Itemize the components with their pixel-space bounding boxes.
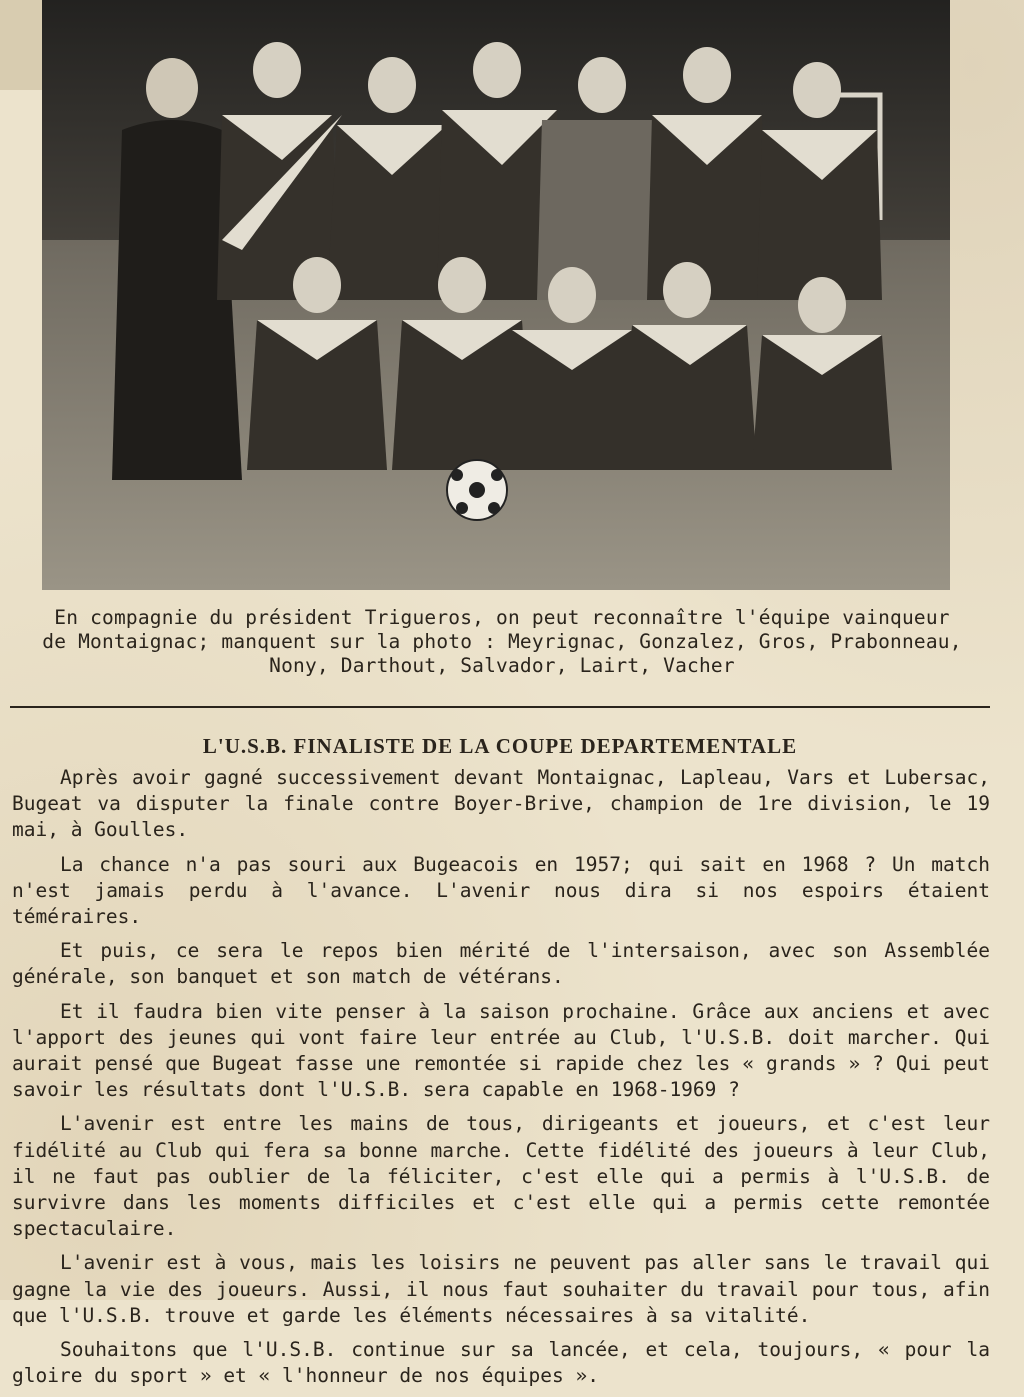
team-photo-illustration [42, 0, 950, 590]
football [447, 460, 507, 520]
article-paragraph [12, 1250, 990, 1329]
article-paragraph [12, 852, 990, 931]
photo-caption [12, 606, 992, 678]
article-headline: L'U.S.B. FINALISTE DE LA COUPE DEPARTEMENTALE [202, 734, 798, 758]
article-paragraph [12, 765, 990, 844]
paragraph-text: L'avenir est à vous, mais les loisirs ne peuvent pas aller sans le travail qui gagne la vie des joueurs. Aussi, il nous faut souhaiter du travail pour tous, afin que l'U.S.B. trouve et garde les éléments nécessaires à sa vitalité. [12, 1251, 990, 1327]
article-paragraph [12, 938, 990, 990]
paragraph-text: Souhaitons que l'U.S.B. continue sur sa lancée, et cela, toujours, « pour la gloire du sport » et « l'honneur de nos équipes ». [12, 1338, 990, 1388]
paragraph-text: Et il faudra bien vite penser à la saison prochaine. Grâce aux anciens et avec l'apport des jeunes qui vont faire leur entrée au Club, l'U.S.B. doit marcher. Qui aurait pensé que Bugeat fasse une remontée si rapide chez les « grands » ? Qui peut savoir les résultats dont l'U.S.B. sera capable en 1968-1969 ? [12, 999, 990, 1102]
section-divider [10, 706, 990, 708]
article-paragraph [12, 1337, 990, 1389]
clipping-edge [0, 0, 42, 90]
caption-line: En compagnie du président Trigueros, on peut reconnaître l'équipe vainqueur [54, 606, 950, 629]
paragraph-text: L'avenir est entre les mains de tous, dirigeants et joueurs, et c'est leur fidélité au Club qui fera sa bonne marche. Cette fidélité des joueurs à leur Club, il ne faut pas oublier de la féliciter, c'est elle qui a permis à l'U.S.B. de survivre dans les moments difficiles et c'est elle qui a permis cette remontée spectaculaire. [12, 1112, 990, 1241]
article-paragraph [12, 1111, 990, 1242]
team-photo [42, 0, 950, 590]
article-body [12, 765, 990, 1397]
caption-line: Nony, Darthout, Salvador, Lairt, Vacher [269, 654, 735, 677]
paragraph-text: Et puis, ce sera le repos bien mérité de l'intersaison, avec son Assemblée générale, son banquet et son match de vétérans. [12, 939, 990, 989]
article-paragraph [12, 999, 990, 1104]
paragraph-text: Après avoir gagné successivement devant Montaignac, Lapleau, Vars et Lubersac, Bugeat va disputer la finale contre Boyer-Brive, champion de 1re division, le 19 mai, à Goulles. [12, 766, 990, 842]
paragraph-text: La chance n'a pas souri aux Bugeacois en 1957; qui sait en 1968 ? Un match n'est jamais perdu à l'avance. L'avenir nous dira si nos espoirs étaient téméraires. [12, 852, 990, 929]
caption-line: de Montaignac; manquent sur la photo : Meyrignac, Gonzalez, Gros, Prabonneau, [42, 630, 962, 653]
